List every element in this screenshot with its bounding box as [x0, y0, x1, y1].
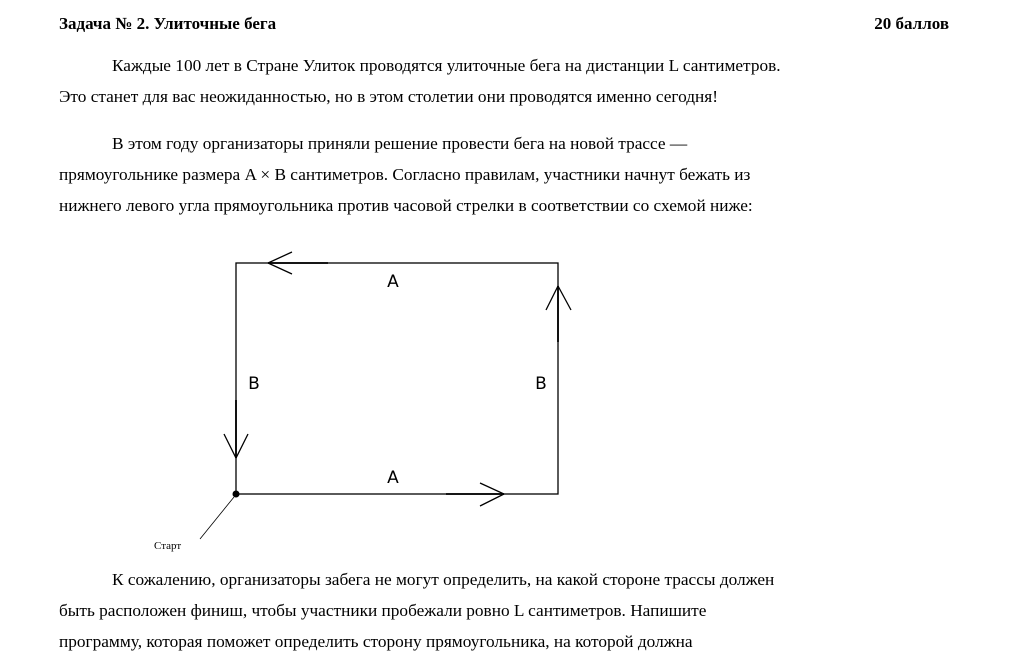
- paragraph-line: Это станет для вас неожиданностью, но в этом столетии они проводятся именно сегодня!: [59, 87, 718, 106]
- start-pointer-line: [200, 497, 234, 539]
- paragraph-line: Каждые 100 лет в Стране Улиток проводятся улиточные бега на дистанции L сантиметров.: [112, 56, 781, 75]
- paragraph-line: К сожалению, организаторы забега не могут определить, на какой стороне трассы должен: [112, 570, 775, 589]
- start-point: [233, 491, 240, 498]
- paragraph-rules: [59, 128, 974, 221]
- task-points: 20 баллов: [874, 14, 949, 33]
- paragraph-line: быть расположен финиш, чтобы участники пробежали ровно L сантиметров. Напишите: [59, 601, 707, 620]
- paragraph-line: нижнего левого угла прямоугольника против часовой стрелки в соответствии со схемой ниже:: [59, 196, 753, 215]
- paragraph-task: [59, 564, 974, 657]
- label-top-side: A: [387, 272, 399, 292]
- arrow-right-icon: [446, 483, 504, 506]
- label-left-side: B: [248, 374, 260, 394]
- arrow-down-icon: [224, 400, 248, 458]
- paragraph-line: прямоугольнике размера A × B сантиметров. Согласно правилам, участники начнут бежать из: [59, 165, 751, 184]
- task-header: [59, 14, 949, 38]
- paragraph-intro: [59, 50, 974, 112]
- track-diagram: [150, 250, 590, 560]
- arrow-up-icon: [546, 286, 571, 342]
- track-diagram-svg: [150, 250, 590, 560]
- label-right-side: B: [535, 374, 547, 394]
- track-rectangle: [236, 263, 558, 494]
- paragraph-line: В этом году организаторы приняли решение провести бега на новой трассе —: [112, 134, 688, 153]
- task-title: Задача № 2. Улиточные бега: [59, 14, 277, 33]
- arrow-left-icon: [268, 252, 328, 274]
- paragraph-line: программу, которая поможет определить сторону прямоугольника, на которой должна: [59, 632, 693, 651]
- start-label: Старт: [154, 540, 182, 552]
- label-bottom-side: A: [387, 468, 399, 488]
